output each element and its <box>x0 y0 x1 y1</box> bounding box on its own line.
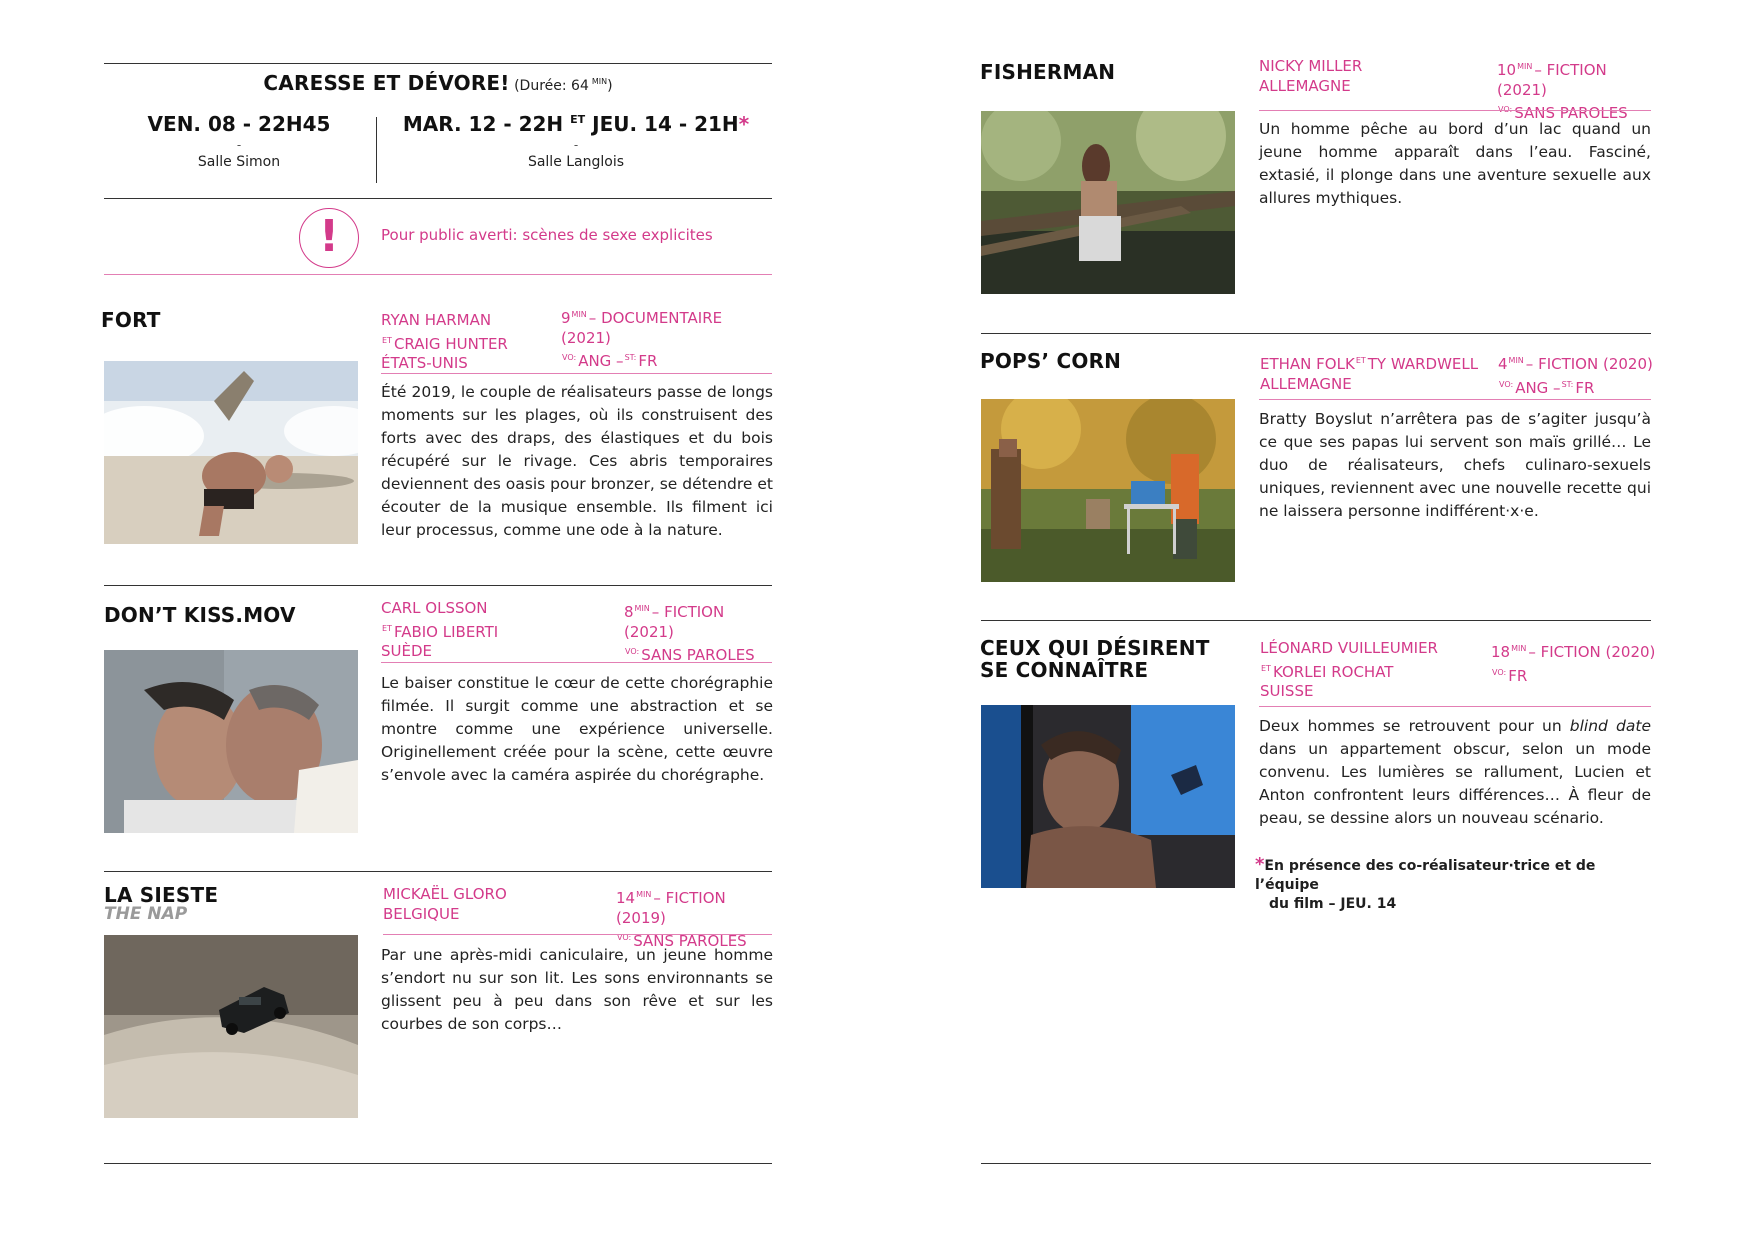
film-still-fisherman <box>981 111 1235 294</box>
film-still-ceux-qui-desirent <box>981 705 1235 888</box>
warning-text: Pour public averti: scènes de sexe explicites <box>381 226 713 244</box>
film-subtitle-the-nap: THE NAP <box>104 904 188 924</box>
film-title-fort: FORT <box>101 308 161 332</box>
screening-1-room: Salle Simon <box>197 154 281 170</box>
film-tech-pops-corn: $4^{MIN}$ – FICTION (2020) $^{VO:}$ ANG –$^{ST:}$ FR <box>1498 355 1653 397</box>
film-rule-fort <box>381 373 772 374</box>
film-tech-la-sieste: $14^{MIN}$ – FICTION (2019) $^{VO:}$ SANS PAROLES <box>616 889 747 950</box>
screening-1 <box>104 112 374 170</box>
film-title-ceux-qui-desirent: CEUX QUI DÉSIRENT SE CONNAÎTRE <box>980 636 1210 682</box>
film-description-la-sieste: Par une après-midi caniculaire, un jeune homme s’endort nu sur son lit. Les sons environnants se glissent peu à peu dans son rêve et sur les courbes de son corps… <box>381 946 773 1033</box>
presence-note: *En présence des co-réalisateur·trice et de l’équipe du film – JEU. 14 <box>1255 854 1596 912</box>
program-mid-rule <box>104 198 772 199</box>
program-header <box>104 72 772 95</box>
film-rule-ceux-qui-desirent <box>1259 706 1651 707</box>
asterisk-mark: * <box>738 112 750 136</box>
left-bottom-rule <box>104 1163 772 1164</box>
film-credits-fisherman: NICKY MILLER ALLEMAGNE <box>1259 57 1363 95</box>
film-tech-ceux-qui-desirent: $18^{MIN}$ – FICTION (2020) $^{VO:}$ FR <box>1491 643 1656 685</box>
film-rule-dont-kiss <box>381 662 772 663</box>
section-rule-r2 <box>981 333 1651 334</box>
film-rule-pops-corn <box>1259 399 1651 400</box>
film-credits-ceux-qui-desirent: LÉONARD VUILLEUMIER $^{ET}$ KORLEI ROCHAT SUISSE <box>1260 639 1438 700</box>
film-title-pops-corn: POPS’ CORN <box>980 349 1122 373</box>
screening-2 <box>380 112 772 170</box>
warning-bottom-rule <box>104 274 772 275</box>
right-bottom-rule <box>981 1163 1651 1164</box>
screening-2-dash: - <box>573 138 579 152</box>
film-tech-dont-kiss: $8^{MIN}$ – FICTION (2021) $^{VO:}$ SANS PAROLES <box>624 603 755 664</box>
film-rule-fisherman <box>1259 110 1651 111</box>
film-rule-la-sieste <box>383 934 772 935</box>
film-tech-fort: $9^{MIN}$ – DOCUMENTAIRE (2021) $^{VO:}$ ANG –$^{ST:}$ FR <box>561 309 723 370</box>
film-description-pops-corn: Bratty Boyslut n’arrêtera pas de s’agiter jusqu’à ce que ses papas lui servent son maïs grillé… Le duo de réalisateurs, chefs culinaro-sexuels uniques, reviennent avec une nouvelle recette qui ne laissera personne indifférent·x·e. <box>1259 410 1651 520</box>
screening-2-room: Salle Langlois <box>527 154 625 170</box>
film-still-fort <box>104 361 358 544</box>
film-credits-la-sieste: MICKAËL GLORO BELGIQUE <box>383 885 507 923</box>
program-title: CARESSE ET DÉVORE! <box>263 71 510 95</box>
film-still-la-sieste <box>104 935 358 1118</box>
film-credits-fort: RYAN HARMAN $^{ET}$ CRAIG HUNTER ÉTATS-UNIS <box>381 311 508 372</box>
screening-1-date: VEN. 08 - 22H45 <box>147 112 331 136</box>
film-still-dont-kiss <box>104 650 358 833</box>
film-credits-dont-kiss: CARL OLSSON $^{ET}$ FABIO LIBERTI SUÈDE <box>381 599 499 660</box>
section-rule-3 <box>104 871 772 872</box>
screening-2-date: MAR. 12 - 22H $^{ET}$ JEU. 14 - 21H* <box>402 112 750 136</box>
screening-1-dash: - <box>236 138 242 152</box>
film-description-fort: Été 2019, le couple de réalisateurs passe de longs moments sur les plages, où ils construisent des forts avec des draps, des élastiques et du bois récupéré sur le rivage. Ces abris temporaires deviennent des oasis pour bronzer, se détendre et écouter de la musique ensemble. Ils filment ici leur processus, comme une ode à la nature. <box>381 383 773 539</box>
film-tech-fisherman: $10^{MIN}$ – FICTION (2021) $^{VO:}$ SANS PAROLES <box>1497 61 1628 122</box>
program-top-rule <box>104 63 772 64</box>
film-title-la-sieste: LA SIESTE <box>104 883 219 907</box>
section-rule-r3 <box>981 620 1651 621</box>
film-title-fisherman: FISHERMAN <box>980 60 1116 84</box>
screening-divider <box>376 117 377 183</box>
film-credits-pops-corn: ETHAN $FOLK^{ET}$ TY WARDWELL ALLEMAGNE <box>1260 355 1479 393</box>
section-rule-2 <box>104 585 772 586</box>
program-duration: (Durée: 64 $^{MIN}$) <box>514 77 613 94</box>
film-still-pops-corn <box>981 399 1235 582</box>
asterisk-mark: * <box>1255 854 1265 875</box>
film-description-ceux-qui-desirent: Deux hommes se retrouvent pour un blind date dans un appartement obscur, selon un mode convenu. Les lumières se rallument, Lucien et Anton confrontent leurs différences… À fleur de peau, se dessine alors un nouveau scénario. <box>1259 717 1651 827</box>
film-description-dont-kiss: Le baiser constitue le cœur de cette chorégraphie filmée. Il surgit comme une abstraction et se montre comme une expérience universelle. Originellement créée pour la scène, cette œuvre s’envole avec la caméra aspirée du chorégraphe. <box>381 674 773 784</box>
film-description-fisherman: Un homme pêche au bord d’un lac quand un jeune homme apparaît dans l’eau. Fasciné, extasié, il plonge dans une aventure sexuelle aux allures mythiques. <box>1259 120 1651 207</box>
warning-icon: ! <box>299 208 359 268</box>
film-title-dont-kiss: DON’T KISS.MOV <box>104 603 296 627</box>
